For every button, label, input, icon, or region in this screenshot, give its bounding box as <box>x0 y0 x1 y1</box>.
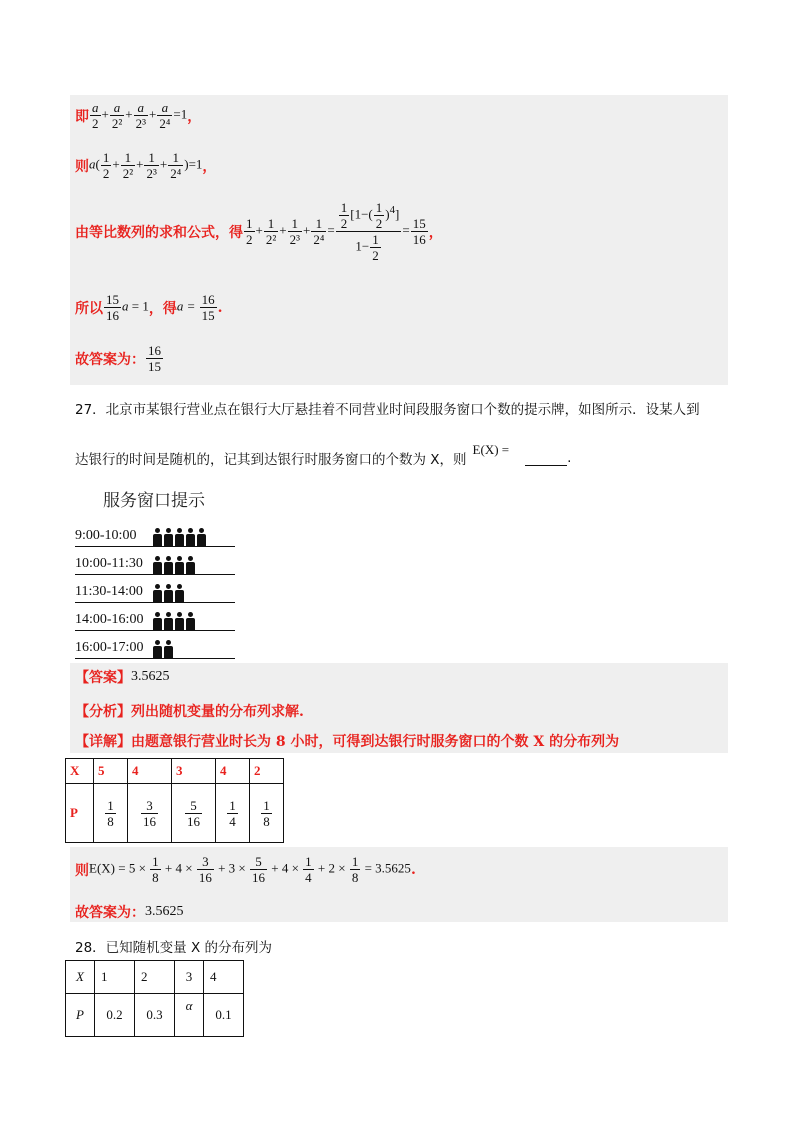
person-icon <box>186 612 195 630</box>
sign-row <box>75 520 235 547</box>
person-icon <box>153 640 162 658</box>
person-icon <box>186 556 195 574</box>
answer-27: 【答案】 3.5625 <box>75 669 170 686</box>
person-icon <box>164 528 173 546</box>
person-icon <box>164 556 173 574</box>
big-fraction: $\frac{1}{2}$ [1−( $\frac{1}{2}$ )$^4$] 1− $\frac{1}{2}$ <box>336 200 402 263</box>
person-icon <box>153 528 162 546</box>
person-icon <box>153 556 162 574</box>
distribution-table-27 <box>65 758 284 843</box>
person-icon <box>175 612 184 630</box>
table-row-p: P $\frac{1}{8}$ $\frac{3}{16}$ $\frac{5}{16}$ $\frac{1}{4}$ $\frac{1}{8}$ <box>66 784 284 843</box>
sign-row <box>75 632 235 659</box>
distribution-table-28 <box>65 960 244 1037</box>
answer-blank[interactable] <box>525 451 567 466</box>
person-icon <box>197 528 206 546</box>
sign-row <box>75 604 235 631</box>
person-icon <box>164 612 173 630</box>
sign-row-time: 11:30-14:00 <box>75 584 143 599</box>
question-28-line-1: 28．已知随机变量 X 的分布列为 <box>75 940 273 956</box>
person-icon <box>175 528 184 546</box>
sign-title: 服务窗口提示 <box>103 491 205 511</box>
geometric-sum-expression: $\frac{1}{2}$ + $\frac{1}{\text{2²}}$ + $\frac{1}{\text{2³}}$ + $\frac{1}{\text{2⁴}}$ = $\frac{1}{2}$ [1−( $\frac{1}{2}$ )$^4$] 1− $\frac{1}{2}$ = $\frac{15}{16}$ <box>246 200 426 263</box>
solution-line-2: 则 a( $\frac{1}{2}$ + $\frac{1}{\text{2²}}$ + $\frac{1}{\text{2³}}$ + $\frac{1}{\text{2⁴}}$ )=1 ， <box>75 150 217 181</box>
person-icon <box>175 556 184 574</box>
table-row-x: X 1 2 3 4 <box>66 961 244 994</box>
sign-row-time: 14:00-16:00 <box>75 612 144 627</box>
solution-line-4: 所以 $\frac{15}{16}$ a = 1 ，得 a = $\frac{16}{15}$ . <box>75 292 223 323</box>
person-icon <box>186 528 195 546</box>
expectation-expression: E(X) = <box>472 442 510 457</box>
person-icon <box>153 612 162 630</box>
final-answer-27: 故答案为： 3.5625 <box>75 904 184 921</box>
expectation-line: 则 E(X) = 5 × $\frac{1}{8}$ + 4 × $\frac{3}{16}$ + 3 × $\frac{5}{16}$ + 4 × $\frac{1}{4}$ + 2 × $\frac{1}{8}$ = 3.5625 . <box>75 854 416 885</box>
person-icon <box>164 640 173 658</box>
sign-row-time: 16:00-17:00 <box>75 640 144 655</box>
table-row-p: P 0.2 0.3 α 0.1 <box>66 994 244 1037</box>
table-row-x: X 5 4 3 4 2 <box>66 759 284 784</box>
solution-answer-top: 故答案为： $\frac{16}{15}$ <box>75 343 161 374</box>
person-icon <box>164 584 173 602</box>
sum-expression-2: a( $\frac{1}{2}$ + $\frac{1}{\text{2²}}$ + $\frac{1}{\text{2³}}$ + $\frac{1}{\text{2⁴}}$ )=1 <box>89 150 203 181</box>
question-27-line-1: 27．北京市某银行营业点在银行大厅悬挂着不同营业时间段服务窗口个数的提示牌，如图所示．设某人到 <box>75 402 700 418</box>
sign-row-time: 9:00-10:00 <box>75 528 137 543</box>
solution-line-1: 即 $\frac{a}{2}$ + $\frac{a}{\text{2²}}$ + $\frac{a}{\text{2³}}$ + $\frac{a}{\text{2⁴}}$ =1 ， <box>75 100 202 131</box>
question-27-line-2: 达银行的时间是随机的，记其到达银行时服务窗口的个数为 X，则 E(X) = . <box>75 442 572 468</box>
person-icon <box>175 584 184 602</box>
sign-row-time: 10:00-11:30 <box>75 556 143 571</box>
analysis-27: 【分析】 列出随机变量的分布列求解. <box>75 704 304 720</box>
sign-row <box>75 576 235 603</box>
detail-27: 【详解】 由题意银行营业时长为 8 小时，可得到达银行时服务窗口的个数 X 的分布列为 <box>75 734 620 750</box>
person-icon <box>153 584 162 602</box>
solution-line-3: 由等比数列的求和公式，得 $\frac{1}{2}$ + $\frac{1}{\text{2²}}$ + $\frac{1}{\text{2³}}$ + $\frac{1}{\text{2⁴}}$ = $\frac{1}{2}$ [1−( $\frac{1}{2}$ )$^4$] 1− $\frac{1}{2}$ = $\frac{15}{16}$ ， <box>75 200 443 263</box>
sign-row <box>75 548 235 575</box>
sum-expression-1: $\frac{a}{2}$ + $\frac{a}{\text{2²}}$ + $\frac{a}{\text{2³}}$ + $\frac{a}{\text{2⁴}}$ =1 <box>92 100 188 131</box>
